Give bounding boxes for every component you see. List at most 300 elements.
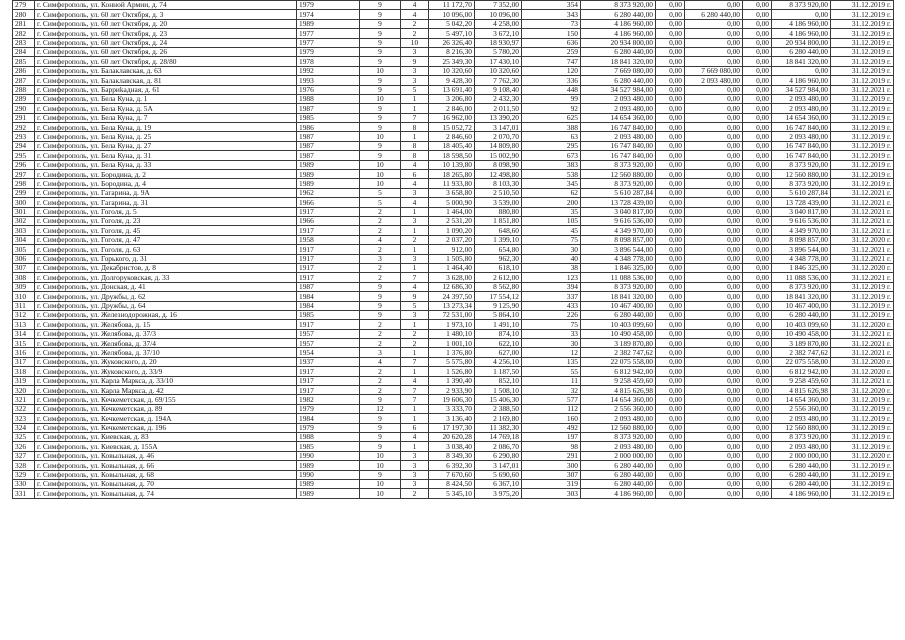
cell-total-cost: 22 075 558,00 [581,357,656,366]
cell-build-year: 1992 [297,66,360,75]
cell-entrances: 1 [401,404,429,413]
cell-address: г. Симферополь, ул. Кечкеметская, д. 69/155 [35,395,297,404]
cell-completion-date: 31.12.2020 г. [831,367,894,376]
table-row [13,85,894,94]
cell-residents: 538 [522,170,581,179]
cell-entrances: 3 [401,47,429,56]
cell-entrances: 2 [401,489,429,498]
table-row [13,386,894,395]
cell-residents: 577 [522,395,581,404]
cell-entrances: 4 [401,160,429,169]
cell-completion-date: 31.12.2019 г. [831,94,894,103]
cell-build-year: 1979 [297,423,360,432]
cell-floors: 9 [360,395,401,404]
cell-total-cost: 4 186 960,00 [581,489,656,498]
cell-build-year: 1993 [297,76,360,85]
cell-cost-regional: 0,00 [685,104,743,113]
table-row [13,357,894,366]
cell-living-area: 4 258,00 [475,19,522,28]
cell-build-year: 1957 [297,339,360,348]
cell-total-area: 1 464,40 [429,263,475,272]
cell-cost-owners: 14 654 360,00 [772,395,831,404]
cell-address: г. Симферополь, ул. Желябова, д. 37/10 [35,348,297,357]
cell-total-area: 15 052,72 [429,123,475,132]
cell-address: г. Симферополь, ул. Бела Куна, д. 25 [35,132,297,141]
cell-residents: 291 [522,451,581,460]
cell-cost-federal: 0,00 [656,57,685,66]
cell-cost-municipal: 0,00 [743,104,772,113]
cell-cost-municipal: 0,00 [743,188,772,197]
cell-total-cost: 6 280 440,00 [581,470,656,479]
cell-floors: 10 [360,132,401,141]
cell-build-year: 1917 [297,320,360,329]
cell-cost-regional: 0,00 [685,141,743,150]
cell-cost-regional: 0,00 [685,151,743,160]
cell-cost-federal: 0,00 [656,442,685,451]
cell-cost-regional: 0,00 [685,47,743,56]
cell-living-area: 8 098,90 [475,160,522,169]
cell-address: г. Симферополь, ул. Бела Куна, д. 27 [35,141,297,150]
cell-total-area: 1 001,10 [429,339,475,348]
cell-total-area: 1 390,40 [429,376,475,385]
cell-cost-federal: 0,00 [656,123,685,132]
cell-residents: 295 [522,141,581,150]
cell-floors: 9 [360,442,401,451]
cell-living-area: 12 498,80 [475,170,522,179]
cell-cost-regional: 0,00 [685,489,743,498]
cell-living-area: 7 352,00 [475,1,522,10]
cell-total-area: 1 376,80 [429,348,475,357]
cell-build-year: 1979 [297,1,360,10]
cell-row-number: 293 [13,132,35,141]
cell-cost-municipal: 0,00 [743,47,772,56]
cell-entrances: 8 [401,123,429,132]
cell-residents: 492 [522,423,581,432]
cell-floors: 9 [360,10,401,19]
cell-residents: 625 [522,113,581,122]
cell-cost-owners: 2 382 747,62 [772,348,831,357]
table-row [13,432,894,441]
cell-completion-date: 31.12.2019 г. [831,461,894,470]
table-row [13,207,894,216]
cell-cost-municipal: 0,00 [743,489,772,498]
cell-total-area: 10 096,00 [429,10,475,19]
cell-total-cost: 1 846 325,00 [581,263,656,272]
cell-total-cost: 14 654 360,00 [581,395,656,404]
cell-completion-date: 31.12.2019 г. [831,160,894,169]
cell-cost-municipal: 0,00 [743,329,772,338]
cell-living-area: 17 554,12 [475,292,522,301]
cell-address: г. Симферополь, ул. Ковыльная, д. 74 [35,489,297,498]
table-row [13,310,894,319]
cell-build-year: 1917 [297,376,360,385]
table-row [13,198,894,207]
cell-living-area: 622,10 [475,339,522,348]
cell-address: г. Симферополь, ул. Ковыльная, д. 46 [35,451,297,460]
cell-floors: 2 [360,273,401,282]
cell-residents: 160 [522,414,581,423]
cell-floors: 9 [360,310,401,319]
cell-floors: 9 [360,57,401,66]
cell-total-area: 18 265,80 [429,170,475,179]
cell-row-number: 297 [13,170,35,179]
cell-cost-regional: 0,00 [685,432,743,441]
cell-cost-federal: 0,00 [656,329,685,338]
table-row [13,132,894,141]
cell-entrances: 9 [401,57,429,66]
cell-cost-federal: 0,00 [656,29,685,38]
cell-row-number: 307 [13,263,35,272]
cell-residents: 383 [522,160,581,169]
cell-floors: 9 [360,104,401,113]
cell-completion-date: 31.12.2021 г. [831,245,894,254]
cell-cost-owners: 14 654 360,00 [772,113,831,122]
cell-living-area: 852,10 [475,376,522,385]
table-row [13,235,894,244]
cell-floors: 10 [360,94,401,103]
cell-cost-owners: 16 747 840,00 [772,123,831,132]
cell-cost-owners: 0,00 [772,10,831,19]
cell-cost-federal: 0,00 [656,94,685,103]
cell-floors: 4 [360,235,401,244]
cell-row-number: 298 [13,179,35,188]
cell-total-cost: 2 556 360,00 [581,404,656,413]
cell-living-area: 2 612,00 [475,273,522,282]
cell-total-cost: 4 349 970,00 [581,226,656,235]
cell-completion-date: 31.12.2020 г. [831,320,894,329]
cell-cost-regional: 0,00 [685,386,743,395]
cell-total-cost: 2 093 480,00 [581,94,656,103]
cell-row-number: 301 [13,207,35,216]
cell-cost-regional: 0,00 [685,198,743,207]
cell-cost-municipal: 0,00 [743,76,772,85]
cell-living-area: 7 762,30 [475,76,522,85]
table-row [13,226,894,235]
cell-build-year: 1976 [297,85,360,94]
cell-total-area: 25 349,30 [429,57,475,66]
cell-cost-municipal: 0,00 [743,113,772,122]
cell-total-area: 2 037,20 [429,235,475,244]
cell-address: г. Симферополь, ул. Желябова, д. 15 [35,320,297,329]
cell-total-cost: 2 093 480,00 [581,414,656,423]
cell-floors: 3 [360,254,401,263]
cell-cost-regional: 0,00 [685,19,743,28]
cell-cost-federal: 0,00 [656,386,685,395]
cell-residents: 62 [522,188,581,197]
table-row [13,339,894,348]
cell-residents: 673 [522,151,581,160]
cell-cost-owners: 2 093 480,00 [772,104,831,113]
cell-cost-municipal: 0,00 [743,348,772,357]
table-row [13,188,894,197]
cell-cost-owners: 3 040 817,00 [772,207,831,216]
cell-cost-owners: 34 527 984,00 [772,85,831,94]
cell-total-cost: 8 373 920,00 [581,179,656,188]
cell-residents: 99 [522,94,581,103]
cell-total-cost: 4 348 778,00 [581,254,656,263]
cell-cost-municipal: 0,00 [743,151,772,160]
cell-floors: 10 [360,160,401,169]
cell-living-area: 5 690,60 [475,470,522,479]
cell-build-year: 1958 [297,235,360,244]
cell-completion-date: 31.12.2019 г. [831,310,894,319]
cell-address: г. Симферополь, ул. Гоголя, д. 23 [35,216,297,225]
cell-living-area: 11 382,30 [475,423,522,432]
cell-cost-municipal: 0,00 [743,339,772,348]
cell-residents: 354 [522,1,581,10]
cell-completion-date: 31.12.2019 г. [831,151,894,160]
cell-entrances: 3 [401,188,429,197]
cell-living-area: 5 780,20 [475,47,522,56]
cell-cost-owners: 9 258 459,60 [772,376,831,385]
cell-row-number: 279 [13,1,35,10]
cell-total-cost: 3 189 870,80 [581,339,656,348]
cell-cost-federal: 0,00 [656,489,685,498]
cell-floors: 2 [360,226,401,235]
cell-living-area: 627,00 [475,348,522,357]
cell-total-area: 5 042,20 [429,19,475,28]
cell-entrances: 7 [401,386,429,395]
cell-cost-owners: 8 373 920,00 [772,160,831,169]
cell-cost-owners: 4 348 778,00 [772,254,831,263]
cell-living-area: 1 491,10 [475,320,522,329]
cell-floors: 9 [360,123,401,132]
cell-cost-municipal: 0,00 [743,357,772,366]
cell-entrances: 2 [401,235,429,244]
cell-cost-municipal: 0,00 [743,226,772,235]
cell-cost-regional: 0,00 [685,404,743,413]
cell-cost-municipal: 0,00 [743,207,772,216]
cell-build-year: 1917 [297,254,360,263]
cell-cost-regional: 0,00 [685,170,743,179]
cell-total-area: 16 962,00 [429,113,475,122]
table-row [13,470,894,479]
cell-entrances: 4 [401,198,429,207]
cell-cost-regional: 0,00 [685,423,743,432]
cell-build-year: 1989 [297,489,360,498]
cell-total-area: 6 392,30 [429,461,475,470]
cell-floors: 5 [360,198,401,207]
cell-build-year: 1974 [297,10,360,19]
cell-residents: 35 [522,207,581,216]
cell-entrances: 7 [401,113,429,122]
cell-row-number: 291 [13,113,35,122]
cell-entrances: 4 [401,282,429,291]
cell-total-area: 13 691,40 [429,85,475,94]
cell-residents: 75 [522,320,581,329]
cell-total-area: 8 424,50 [429,479,475,488]
table-row [13,29,894,38]
cell-total-area: 8 349,30 [429,451,475,460]
table-row [13,245,894,254]
cell-cost-municipal: 0,00 [743,141,772,150]
cell-total-area: 1 090,20 [429,226,475,235]
cell-cost-municipal: 0,00 [743,423,772,432]
cell-cost-municipal: 0,00 [743,10,772,19]
cell-living-area: 2 011,50 [475,104,522,113]
cell-address: г. Симферополь, ул. Балаклавская, д. 81 [35,76,297,85]
cell-entrances: 4 [401,376,429,385]
cell-living-area: 1 187,50 [475,367,522,376]
cell-completion-date: 31.12.2019 г. [831,432,894,441]
table-row [13,423,894,432]
cell-residents: 32 [522,386,581,395]
cell-address: г. Симферополь, ул. Жуковского, д. 20 [35,357,297,366]
cell-floors: 2 [360,320,401,329]
cell-cost-federal: 0,00 [656,207,685,216]
cell-cost-federal: 0,00 [656,395,685,404]
cell-residents: 337 [522,292,581,301]
cell-cost-federal: 0,00 [656,47,685,56]
cell-cost-federal: 0,00 [656,404,685,413]
cell-row-number: 294 [13,141,35,150]
cell-cost-owners: 2 556 360,00 [772,404,831,413]
cell-floors: 9 [360,414,401,423]
cell-residents: 55 [522,367,581,376]
cell-completion-date: 31.12.2019 г. [831,292,894,301]
cell-living-area: 2 388,50 [475,404,522,413]
cell-cost-municipal: 0,00 [743,301,772,310]
cell-total-area: 18 598,50 [429,151,475,160]
cell-floors: 10 [360,170,401,179]
cell-cost-regional: 0,00 [685,245,743,254]
cell-living-area: 8 103,30 [475,179,522,188]
cell-floors: 9 [360,76,401,85]
cell-floors: 2 [360,367,401,376]
cell-cost-municipal: 0,00 [743,310,772,319]
cell-total-cost: 12 560 880,00 [581,170,656,179]
cell-cost-owners: 16 747 840,00 [772,141,831,150]
cell-build-year: 1966 [297,198,360,207]
cell-total-cost: 8 098 857,00 [581,235,656,244]
cell-living-area: 9 108,40 [475,85,522,94]
cell-address: г. Симферополь, ул. Желябова, д. 37/4 [35,339,297,348]
cell-living-area: 5 864,10 [475,310,522,319]
cell-total-area: 5 000,90 [429,198,475,207]
cell-row-number: 283 [13,38,35,47]
cell-living-area: 6 290,80 [475,451,522,460]
cell-build-year: 1917 [297,386,360,395]
cell-entrances: 7 [401,395,429,404]
cell-cost-regional: 0,00 [685,235,743,244]
cell-completion-date: 31.12.2021 г. [831,329,894,338]
table-row [13,451,894,460]
cell-total-area: 24 397,50 [429,292,475,301]
cell-build-year: 1982 [297,395,360,404]
cell-address: г. Симферополь, ул. 60 лет Октября, д. 20 [35,19,297,28]
cell-residents: 303 [522,489,581,498]
cell-total-cost: 34 527 984,00 [581,85,656,94]
cell-cost-owners: 20 934 800,00 [772,38,831,47]
cell-residents: 11 [522,376,581,385]
cell-total-area: 3 333,70 [429,404,475,413]
cell-address: г. Симферополь, ул. Гагарина, д. 9А [35,188,297,197]
cell-cost-owners: 2 000 000,00 [772,451,831,460]
cell-floors: 5 [360,188,401,197]
cell-entrances: 1 [401,207,429,216]
cell-cost-regional: 0,00 [685,226,743,235]
cell-address: г. Симферополь, ул. Карла Маркса, д. 33/10 [35,376,297,385]
cell-residents: 30 [522,339,581,348]
cell-cost-federal: 0,00 [656,76,685,85]
cell-row-number: 309 [13,282,35,291]
cell-cost-regional: 0,00 [685,207,743,216]
cell-build-year: 1989 [297,19,360,28]
cell-completion-date: 31.12.2019 г. [831,113,894,122]
table-row [13,216,894,225]
table-row [13,320,894,329]
cell-row-number: 286 [13,66,35,75]
cell-total-cost: 8 373 920,00 [581,160,656,169]
table-row [13,376,894,385]
cell-cost-municipal: 0,00 [743,132,772,141]
cell-cost-regional: 0,00 [685,414,743,423]
cell-total-area: 3 628,00 [429,273,475,282]
cell-total-area: 19 606,30 [429,395,475,404]
cell-total-area: 1 480,10 [429,329,475,338]
cell-total-area: 2 846,60 [429,132,475,141]
cell-entrances: 7 [401,273,429,282]
cell-build-year: 1990 [297,470,360,479]
cell-build-year: 1988 [297,432,360,441]
cell-cost-municipal: 0,00 [743,320,772,329]
cell-completion-date: 31.12.2021 г. [831,273,894,282]
cell-entrances: 1 [401,367,429,376]
cell-cost-federal: 0,00 [656,198,685,207]
cell-floors: 9 [360,47,401,56]
cell-build-year: 1984 [297,292,360,301]
cell-entrances: 1 [401,132,429,141]
cell-cost-federal: 0,00 [656,461,685,470]
cell-cost-owners: 2 093 480,00 [772,414,831,423]
cell-build-year: 1917 [297,367,360,376]
cell-row-number: 313 [13,320,35,329]
cell-build-year: 1977 [297,38,360,47]
cell-cost-owners: 4 186 960,00 [772,19,831,28]
table-row [13,141,894,150]
cell-address: г. Симферополь, ул. Бела Куна, д. 1 [35,94,297,103]
cell-cost-regional: 0,00 [685,57,743,66]
cell-cost-owners: 8 373 920,00 [772,1,831,10]
cell-build-year: 1987 [297,282,360,291]
cell-address: г. Симферополь, ул. Киевская, д. 155А [35,442,297,451]
cell-completion-date: 31.12.2019 г. [831,470,894,479]
cell-residents: 150 [522,29,581,38]
cell-floors: 10 [360,479,401,488]
cell-address: г. Симферополь, ул. Бородина, д. 4 [35,179,297,188]
table-row [13,47,894,56]
cell-entrances: 2 [401,19,429,28]
cell-total-cost: 2 093 480,00 [581,442,656,451]
cell-row-number: 318 [13,367,35,376]
cell-cost-federal: 0,00 [656,339,685,348]
cell-cost-federal: 0,00 [656,367,685,376]
cell-floors: 2 [360,386,401,395]
cell-row-number: 304 [13,235,35,244]
cell-address: г. Симферополь, ул. Ковыльная, д. 66 [35,461,297,470]
cell-entrances: 3 [401,461,429,470]
cell-cost-municipal: 0,00 [743,19,772,28]
cell-total-area: 1 464,00 [429,207,475,216]
cell-total-cost: 10 403 099,60 [581,320,656,329]
cell-cost-municipal: 0,00 [743,386,772,395]
cell-cost-federal: 0,00 [656,357,685,366]
cell-address: г. Симферополь, ул. Гоголя, д. 47 [35,235,297,244]
cell-total-area: 18 405,40 [429,141,475,150]
cell-entrances: 5 [401,301,429,310]
cell-floors: 9 [360,19,401,28]
cell-build-year: 1917 [297,226,360,235]
